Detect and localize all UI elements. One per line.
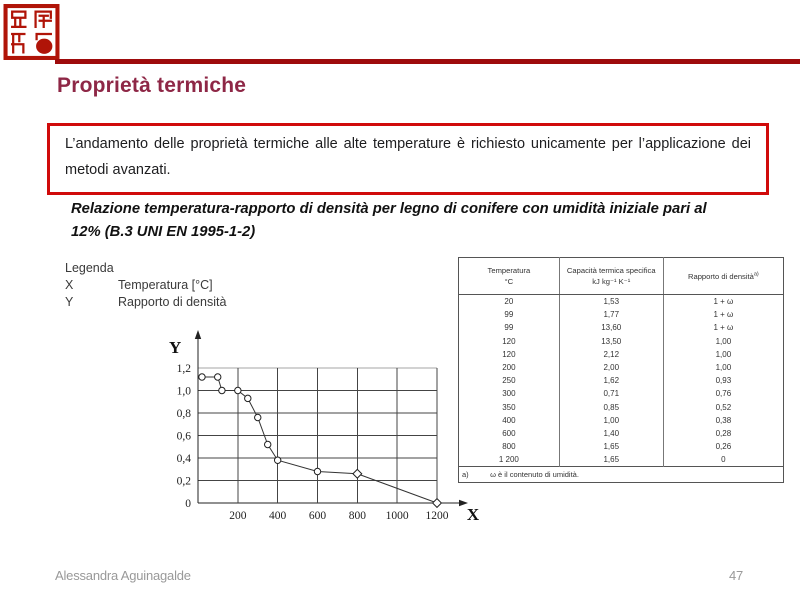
table-cell: 20	[504, 297, 514, 307]
footnote-text: ω è il contenuto di umidità.	[490, 470, 579, 480]
header-rule	[55, 59, 800, 64]
table-row	[459, 335, 784, 348]
table-cell: 13,60	[559, 321, 663, 334]
table-cell: 1 200	[498, 455, 519, 465]
table-cell: 0,71	[559, 387, 663, 400]
table-row	[459, 453, 784, 467]
table-body	[459, 295, 784, 467]
table-cell: 1,53	[559, 295, 663, 309]
legend-symbol: X	[65, 278, 74, 292]
table-footnote-row	[459, 467, 784, 483]
table-cell: 1 + ω	[663, 321, 783, 334]
table-row	[459, 361, 784, 374]
table-cell: 250	[502, 376, 516, 386]
svg-text:200: 200	[229, 510, 247, 522]
table-cell: 1,40	[559, 427, 663, 440]
table-header	[459, 258, 784, 295]
table-cell: 13,50	[559, 335, 663, 348]
table-cell: 2,12	[559, 348, 663, 361]
svg-text:1,0: 1,0	[176, 385, 191, 398]
svg-text:600: 600	[308, 510, 327, 522]
svg-text:X: X	[466, 505, 480, 524]
table-row	[459, 427, 784, 440]
table-cell: 1 + ω	[663, 308, 783, 321]
table-cell: 1 + ω	[663, 295, 783, 309]
table-cell: 0,28	[663, 427, 783, 440]
footer-author: Alessandra Aguinagalde	[55, 568, 191, 583]
table-row	[459, 374, 784, 387]
table-cell: 1,65	[559, 440, 663, 453]
svg-text:1200: 1200	[425, 510, 449, 522]
table-cell: 120	[502, 349, 516, 359]
callout-box	[47, 123, 769, 195]
table-cell: 0,38	[663, 414, 783, 427]
table-cell: 300	[502, 389, 516, 399]
legend-title: Legenda	[65, 261, 114, 275]
svg-text:0,2: 0,2	[176, 475, 191, 488]
table-row	[459, 387, 784, 400]
legend-item-x	[65, 278, 226, 292]
seal-stamp-logo	[3, 3, 60, 61]
svg-text:800: 800	[348, 510, 366, 522]
density-ratio-chart	[148, 326, 500, 530]
table-row	[459, 295, 784, 309]
table-row	[459, 401, 784, 414]
table-cell: 1,65	[559, 453, 663, 467]
table-cell: 350	[502, 402, 516, 412]
table-row	[459, 321, 784, 334]
table-row	[459, 414, 784, 427]
table-cell: 0,93	[663, 374, 783, 387]
table-cell: 600	[502, 428, 516, 438]
figure-caption: Relazione temperatura-rapporto di densità per legno di conifere con umidità iniziale pari al 12% (B.3 UNI EN 1995-1-2)	[71, 201, 707, 240]
table-row	[459, 348, 784, 361]
table-cell: 0,76	[663, 387, 783, 400]
footnote-marker: a)	[462, 470, 469, 480]
col-header-rapporto: Rapporto di densità$^{a)}$	[663, 258, 783, 295]
col-header-capacita: Capacità termica specifica kJ kg⁻¹ K⁻¹	[559, 258, 663, 295]
svg-text:400: 400	[269, 510, 287, 522]
table-cell: 1,00	[559, 414, 663, 427]
properties-table	[458, 257, 784, 483]
table-cell: 1,77	[559, 308, 663, 321]
table-cell: 0,52	[663, 401, 783, 414]
table-cell: 800	[502, 442, 516, 452]
legend-item-y	[65, 295, 226, 309]
svg-text:0,6: 0,6	[176, 430, 191, 443]
table-cell: 99	[504, 310, 514, 320]
table-cell: 1,00	[663, 348, 783, 361]
table-cell: 2,00	[559, 361, 663, 374]
svg-text:Y: Y	[169, 338, 182, 357]
svg-text:1,2: 1,2	[176, 363, 191, 375]
table-cell: 1,00	[663, 335, 783, 348]
svg-text:0,8: 0,8	[176, 408, 191, 420]
col-header-temperatura: Temperatura °C	[459, 258, 560, 295]
table-cell: 0,26	[663, 440, 783, 453]
table-cell: 1,00	[663, 361, 783, 374]
table-cell: 0,85	[559, 401, 663, 414]
legend-label: Rapporto di densità	[118, 295, 227, 309]
table-cell: 99	[504, 323, 514, 333]
table-cell: 1,62	[559, 374, 663, 387]
table-cell: 0	[663, 453, 783, 467]
table-row	[459, 440, 784, 453]
callout-text: L’andamento delle proprietà termiche alle alte temperature è richiesto unicamente per l’applicazione dei metodi avanzati.	[65, 136, 751, 178]
table-row	[459, 308, 784, 321]
svg-text:1000: 1000	[385, 510, 409, 522]
svg-text:0,4: 0,4	[176, 453, 191, 465]
slide-footer	[55, 568, 743, 583]
page-number: 47	[728, 568, 743, 583]
chart-legend	[65, 261, 226, 309]
page-title: Proprietà termiche	[57, 74, 247, 97]
legend-label: Temperatura [°C]	[118, 278, 213, 292]
table-cell: 200	[502, 363, 516, 373]
legend-symbol: Y	[65, 295, 74, 309]
table-cell: 120	[502, 336, 516, 346]
svg-text:0: 0	[185, 498, 191, 510]
table-cell: 400	[502, 415, 516, 425]
